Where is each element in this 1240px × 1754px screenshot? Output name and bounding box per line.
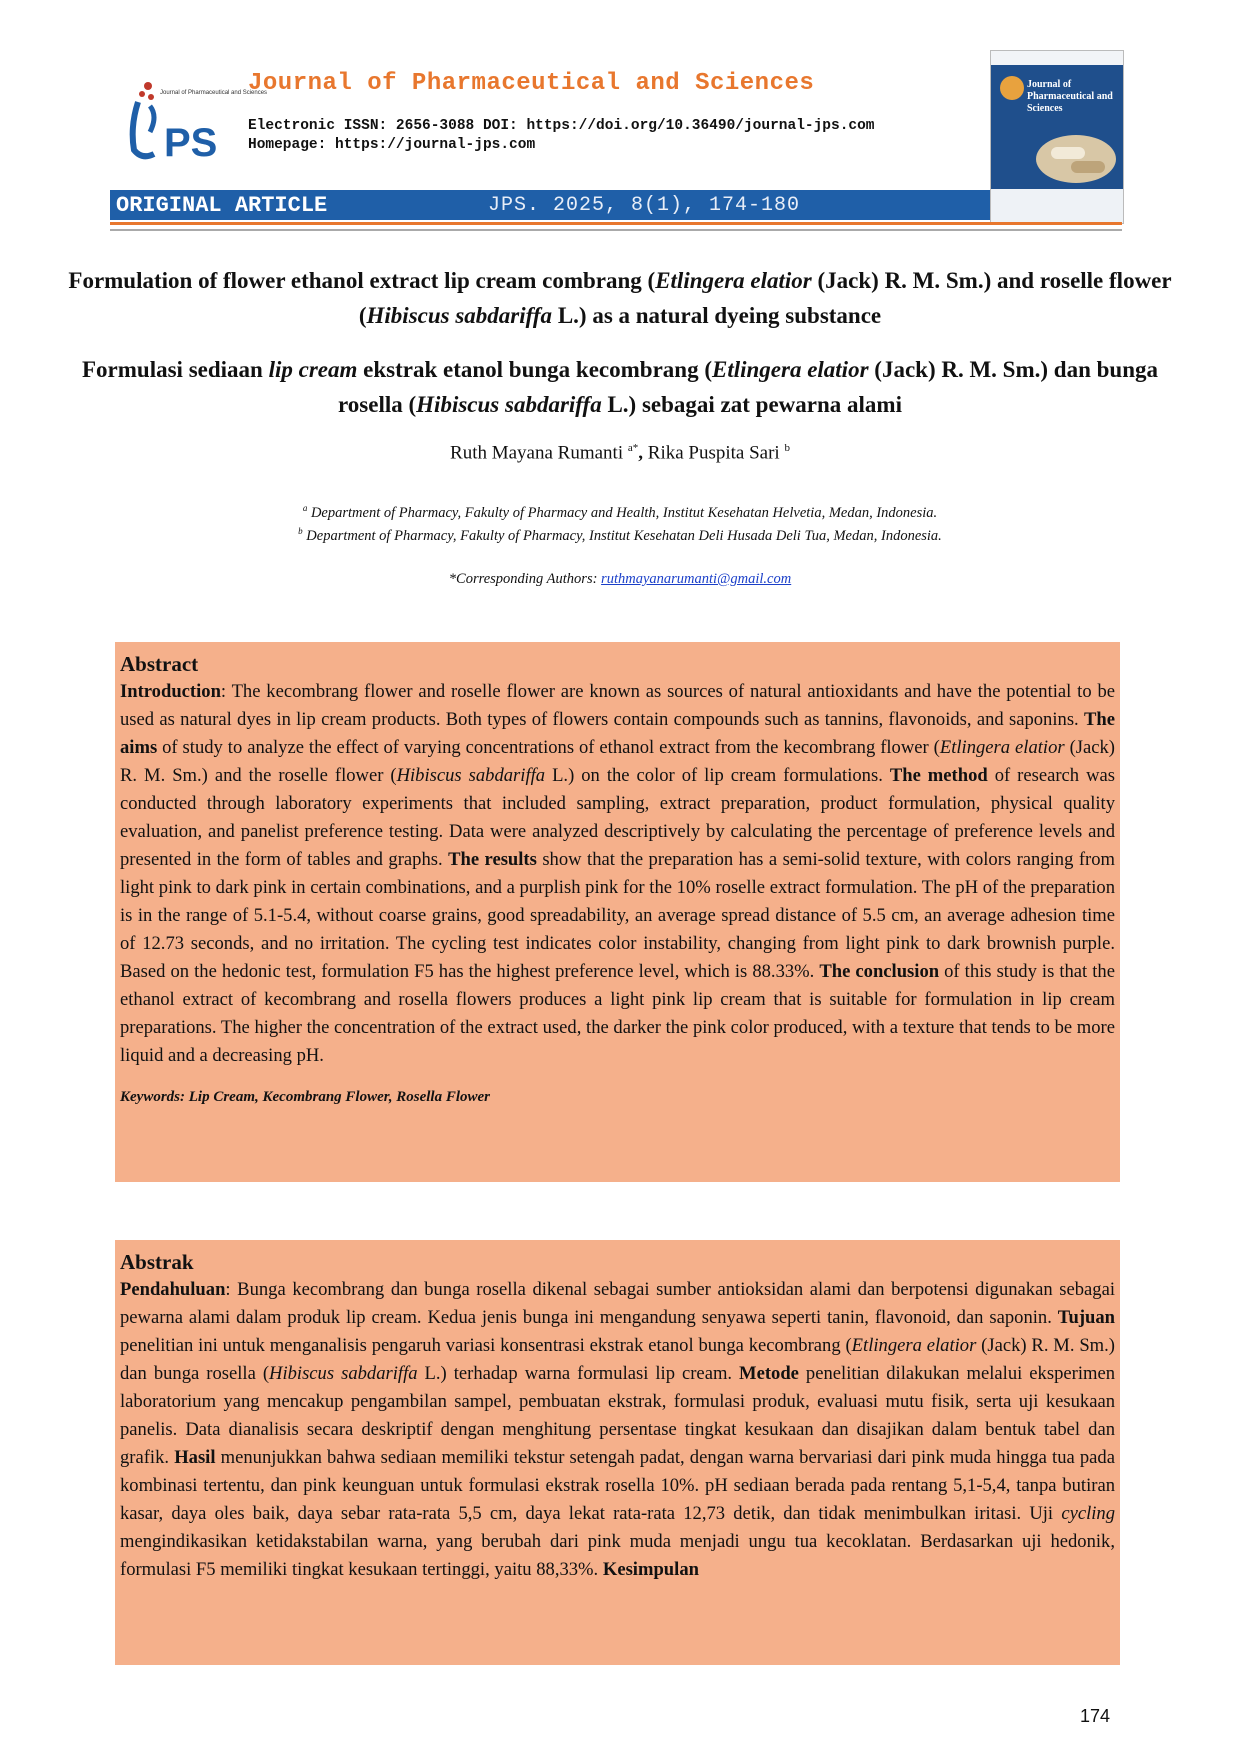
abstract-english-box (115, 642, 1120, 1182)
homepage-link[interactable]: Homepage: https://journal-jps.com (248, 137, 536, 153)
title-english: Formulation of flower ethanol extract lip cream combrang (Etlingera elatior (Jack) R. M. Sm.) and roselle flower (Hibiscus sabdariffa L.) as a natural dyeing substance (68, 268, 1172, 328)
issn-doi[interactable]: Electronic ISSN: 2656-3088 DOI: https://doi.org/10.36490/journal-jps.com (248, 118, 875, 134)
cover-title: Journal of Pharmaceutical and Sciences (1027, 79, 1113, 114)
cover-top-strip (991, 51, 1123, 65)
page-number: 174 (1080, 1706, 1111, 1726)
author-list: Ruth Mayana Rumanti $^{a*}$, Rika Puspita Sari $^b$ (450, 442, 790, 464)
journal-name: Journal of Pharmaceutical and Sciences (248, 70, 815, 97)
title-indonesian: Formulasi sediaan lip cream ekstrak etanol bunga kecombrang (Etlingera elatior (Jack) R. M. Sm.) dan bunga rosella (Hibiscus sabdariffa L.) sebagai zat pewarna alami (82, 357, 1158, 417)
abstract-indonesian-text: Pendahuluan: Bunga kecombrang dan bunga rosella dikenal sebagai sumber antioksidan alami dan berpotensi digunakan sebagai pewarna alami dalam produk lip cream. Kedua jenis bunga ini mengandung senyawa seperti tanin, flavonoid, dan saponin. Tujuan penelitian ini untuk menganalisis pengaruh variasi konsentrasi ekstrak etanol bunga kecombrang (Etlingera elatior (Jack) R. M. Sm.) dan bunga rosella (Hibiscus sabdariffa L.) terhadap warna formulasi lip cream. Metode penelitian dilakukan melalui eksperimen laboratorium yang mencakup pengambilan sampel, pembuatan ekstrak, formulasi produk, evaluasi mutu fisik, serta uji kesukaan panelis. Data dianalisis secara deskriptif dengan menghitung persentase tingkat kesukaan dan disajikan dalam bentuk tabel dan grafik. Hasil menunjukkan bahwa sediaan memiliki tekstur setengah padat, dengan warna bervariasi dari pink muda hingga tua pada kombinasi tertentu, dan pink keunguan untuk formulasi ekstrak rosella 10%. pH sediaan berada pada rentang 5,1-5,4, tanpa butiran kasar, daya oles baik, daya sebar rata-rata 5,5 cm, daya lekat rata-rata 12,73 detik, dan tidak menimbulkan iritasi. Uji cycling mengindikasikan ketidakstabilan warna, yang berubah dari pink muda menjadi ungu tua kecoklatan. Berdasarkan uji hedonik, formulasi F5 memiliki tingkat kesukaan tertinggi, yaitu 88,33%. Kesimpulan (120, 1279, 1115, 1580)
cover-bottom-strip (991, 189, 1123, 223)
journal-logo (120, 72, 268, 165)
abstract-indonesian-box (115, 1240, 1120, 1665)
corresponding-email-link[interactable]: ruthmayanarumanti@gmail.com (601, 571, 792, 587)
corresponding-author: *Corresponding Authors: ruthmayanarumanti@gmail.com (448, 571, 792, 587)
header-divider-gray (110, 229, 1122, 231)
logo-small-text: Journal of Pharmaceutical and Sciences (160, 90, 268, 96)
abstract-english-text: Introduction: The kecombrang flower and roselle flower are known as sources of natural antioxidants and have the potential to be used as natural dyes in lip cream products. Both types of flowers contain compounds such as tannins, flavonoids, and saponins. The aims of study to analyze the effect of varying concentrations of ethanol extract from the kecombrang flower (Etlingera elatior (Jack) R. M. Sm.) and the roselle flower (Hibiscus sabdariffa L.) on the color of lip cream formulations. The method of research was conducted through laboratory experiments that included sampling, extract preparation, product formulation, physical quality evaluation, and panelist preference testing. Data were analyzed descriptively by calculating the percentage of preference levels and presented in the form of tables and graphs. The results show that the preparation has a semi-solid texture, with colors ranging from light pink to dark pink in certain combinations, and a purplish pink for the 10% roselle extract formulation. The pH of the preparation is in the range of 5.1-5.4, without coarse grains, good spreadability, an average spread distance of 5.5 cm, an average adhesion time of 12.73 seconds, and no irritation. The cycling test indicates color instability, changing from light pink to dark brownish purple. Based on the hedonic test, formulation F5 has the highest preference level, which is 88.33%. The conclusion of this study is that the ethanol extract of kecombrang and rosella flowers produces a light pink lip cream that is suitable for formulation in lip cream preparations. The higher the concentration of the extract used, the darker the pink color produced, with a texture that tends to be more liquid and a decreasing pH. (120, 681, 1115, 1066)
affiliation-b: $^b$ Department of Pharmacy, Fakulty of Pharmacy, Institut Kesehatan Deli Husada Deli Tua, Medan, Indonesia. (298, 526, 942, 544)
journal-cover-image (990, 50, 1124, 224)
abstrak-heading: Abstrak (120, 1250, 194, 1274)
article-type-label: ORIGINAL ARTICLE (116, 192, 328, 218)
cover-logo-icon (997, 73, 1027, 103)
citation-label: JPS. 2025, 8(1), 174-180 (488, 193, 801, 217)
header-divider-orange (110, 222, 1122, 225)
logo-text: PS (164, 121, 218, 165)
affiliation-a: $^a$ Department of Pharmacy, Fakulty of Pharmacy and Health, Institut Kesehatan Helvetia, Medan, Indonesia. (302, 503, 938, 521)
author-1: Ruth Mayana Rumanti (450, 442, 628, 464)
author-2: Rika Puspita Sari (647, 442, 785, 464)
keywords: Keywords: Lip Cream, Kecombrang Flower, Rosella Flower (120, 1089, 491, 1105)
cover-capsules-icon (1031, 131, 1121, 187)
abstract-heading: Abstract (120, 652, 199, 676)
article-type-banner (110, 190, 990, 220)
